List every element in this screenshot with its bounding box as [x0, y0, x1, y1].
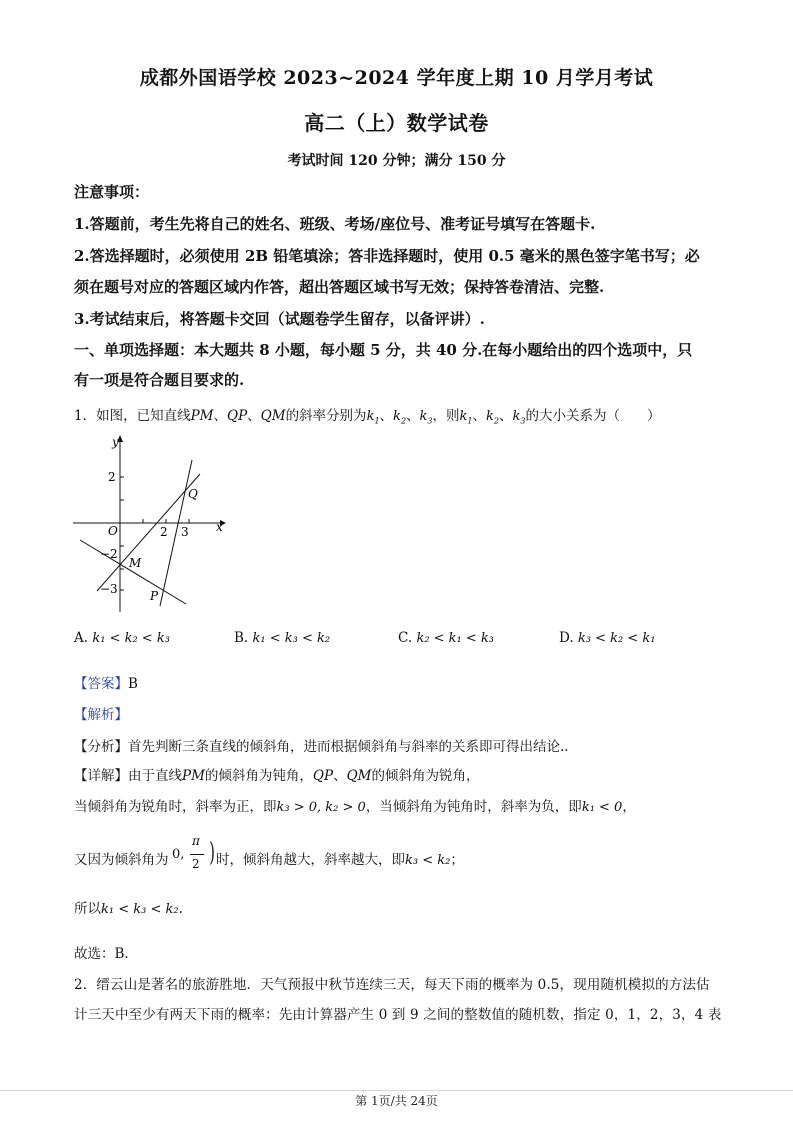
footer-divider — [0, 1090, 793, 1091]
conclusion-prefix: 所以 — [74, 901, 101, 917]
q2-stem-line-2: 计三天中至少有两天下雨的概率：先由计算器产生 0 到 9 之间的整数值的随机数，指定 0，1，2，3，4 表 — [74, 1007, 722, 1023]
option-b-text: k₁ < k₃ < k₂ — [252, 631, 331, 646]
acute-math-2: k₁ < 0 — [581, 800, 623, 815]
q1-sep-2: 、 — [247, 408, 261, 424]
answer-tag: 【答案】 — [74, 676, 128, 692]
q1-stem-suffix: 的大小关系为（ ） — [525, 408, 661, 424]
fenxi-tag: 【分析】 — [74, 739, 128, 755]
y-tick-label-2: 2 — [108, 470, 116, 484]
point-m-label: M — [129, 556, 142, 570]
q1-option-b[interactable] — [234, 630, 330, 646]
x-axis-label: x — [216, 520, 223, 534]
again-end: ； — [450, 852, 464, 868]
conclusion-end: . — [178, 901, 183, 917]
q1-fenxi — [74, 735, 569, 755]
y-tick-label-n2: −2 — [100, 547, 118, 561]
interval-0-pi-over-2 — [172, 834, 218, 876]
acute-part-a: 当倾斜角为锐角时，斜率为正，即 — [74, 799, 277, 815]
xiangjie-qp: QP — [312, 768, 334, 784]
interval-left: 0, — [172, 847, 185, 862]
acute-part-b: ，当倾斜角为钝角时，斜率为负，即 — [365, 799, 582, 815]
q1-sep-3: 、 — [379, 408, 394, 424]
point-q-label: Q — [188, 487, 198, 501]
xiangjie-pm: PM — [182, 768, 205, 784]
y-axis-label: y — [112, 435, 119, 449]
origin-label: O — [108, 524, 118, 538]
q1-acute-line — [74, 795, 636, 815]
acute-math-1: k₃ > 0, k₂ > 0 — [276, 800, 366, 815]
q1-figure — [70, 432, 230, 614]
q1-choice: 故选：B. — [74, 946, 129, 962]
option-a-label: A. — [74, 630, 89, 646]
option-c-text: k₂ < k₁ < k₃ — [416, 631, 495, 646]
option-d-label: D. — [559, 630, 574, 646]
q1-sep-4: 、 — [406, 408, 420, 424]
q1-again-rest — [216, 848, 464, 868]
notes-heading: 注意事项： — [74, 183, 150, 201]
interval-denominator: 2 — [192, 857, 200, 871]
fraction-bar — [190, 854, 204, 855]
exam-info: 考试时间 120 分钟；满分 150 分 — [287, 153, 506, 169]
xiangjie-sep: 、 — [333, 768, 347, 784]
option-d-text: k₃ < k₂ < k₁ — [577, 631, 656, 646]
x-tick-label-2: 2 — [160, 525, 168, 539]
page-subtitle: 高二（上）数学试卷 — [304, 111, 489, 135]
q1-conclusion — [74, 897, 183, 917]
interval-numerator: π — [192, 834, 200, 848]
q2-stem-line-1: 2．缙云山是著名的旅游胜地．天气预报中秋节连续三天，每天下雨的概率为 0.5，现用随机模拟的方法估 — [74, 977, 710, 993]
section-heading-line-1: 一、单项选择题：本大题共 8 小题，每小题 5 分，共 40 分.在每小题给出的四个选项中，只 — [74, 341, 693, 359]
q1-k1: $k_1$ — [366, 409, 380, 426]
q1-k1b: $k_1$ — [459, 409, 473, 426]
acute-end: ， — [622, 799, 636, 815]
q1-answer — [74, 672, 138, 692]
notes-item-2-line-2: 须在题号对应的答题区域内作答，超出答题区域书写无效；保持答卷清洁、完整. — [74, 278, 605, 296]
q1-option-d[interactable] — [559, 630, 656, 646]
q1-sep-1: 、 — [213, 408, 228, 424]
again-part-b: 时，倾斜角越大，斜率越大，即 — [216, 852, 405, 868]
q1-stem-prefix: 1．如图，已知直线 — [74, 408, 191, 424]
q1-stem — [74, 404, 660, 426]
answer-value: B — [128, 676, 138, 692]
xiangjie-tag: 【详解】 — [74, 768, 128, 784]
q1-option-c[interactable] — [398, 630, 494, 646]
y-tick-label-n3: −3 — [100, 582, 118, 596]
xiangjie-part-b: 的倾斜角为钝角， — [204, 768, 313, 784]
q1-stem-mid: 的斜率分别为 — [285, 408, 367, 424]
q1-line-qp: QP — [227, 408, 248, 424]
xiangjie-part-c: 的倾斜角为锐角， — [371, 768, 480, 784]
q1-line-pm: PM — [190, 408, 214, 424]
notes-item-3: 3.考试结束后，将答题卡交回（试题卷学生留存，以备评讲）. — [74, 310, 485, 328]
q1-again-prefix: 又因为倾斜角为 — [74, 852, 169, 868]
option-a-text: k₁ < k₂ < k₃ — [92, 631, 170, 646]
again-math: k₃ < k₂ — [405, 853, 451, 868]
notes-item-1: 1.答题前，考生先将自己的姓名、班级、考场/座位号、准考证号填写在答题卡. — [74, 215, 596, 233]
q1-k3: $k_3$ — [419, 409, 433, 426]
point-p-label: P — [150, 589, 159, 603]
x-tick-label-3: 3 — [181, 525, 189, 539]
q1-line-qm: QM — [260, 408, 286, 424]
option-b-label: B. — [234, 630, 249, 646]
fenxi-text: 首先判断三条直线的倾斜角，进而根据倾斜角与斜率的关系即可得出结论.. — [128, 739, 569, 755]
notes-item-2-line-1: 2.答选择题时，必须使用 2B 铅笔填涂；答非选择题时，使用 0.5 毫米的黑色签字笔书写；必 — [74, 247, 700, 265]
q1-option-a[interactable] — [74, 630, 170, 646]
xiangjie-part-a: 由于直线 — [128, 768, 182, 784]
q1-stem-then: ，则 — [432, 408, 460, 424]
xiangjie-qm: QM — [346, 768, 372, 784]
right-paren: ) — [209, 838, 215, 868]
q1-sep-5: 、 — [472, 408, 486, 424]
section-heading-line-2: 有一项是符合题目要求的. — [74, 371, 245, 389]
analysis-tag: 【解析】 — [74, 707, 128, 723]
q1-xiangjie — [74, 764, 479, 784]
option-c-label: C. — [398, 630, 413, 646]
conclusion-math: k₁ < k₃ < k₂ — [101, 902, 179, 917]
q1-sep-6: 、 — [498, 408, 513, 424]
q1-k2: $k_2$ — [393, 409, 407, 426]
q1-k2b: $k_2$ — [486, 409, 499, 426]
q1-k3b: $k_3$ — [512, 409, 526, 426]
page-title: 成都外国语学校 2023~2024 学年度上期 10 月学月考试 — [139, 67, 654, 89]
page-number: 第 1页/共 24页 — [355, 1094, 438, 1108]
